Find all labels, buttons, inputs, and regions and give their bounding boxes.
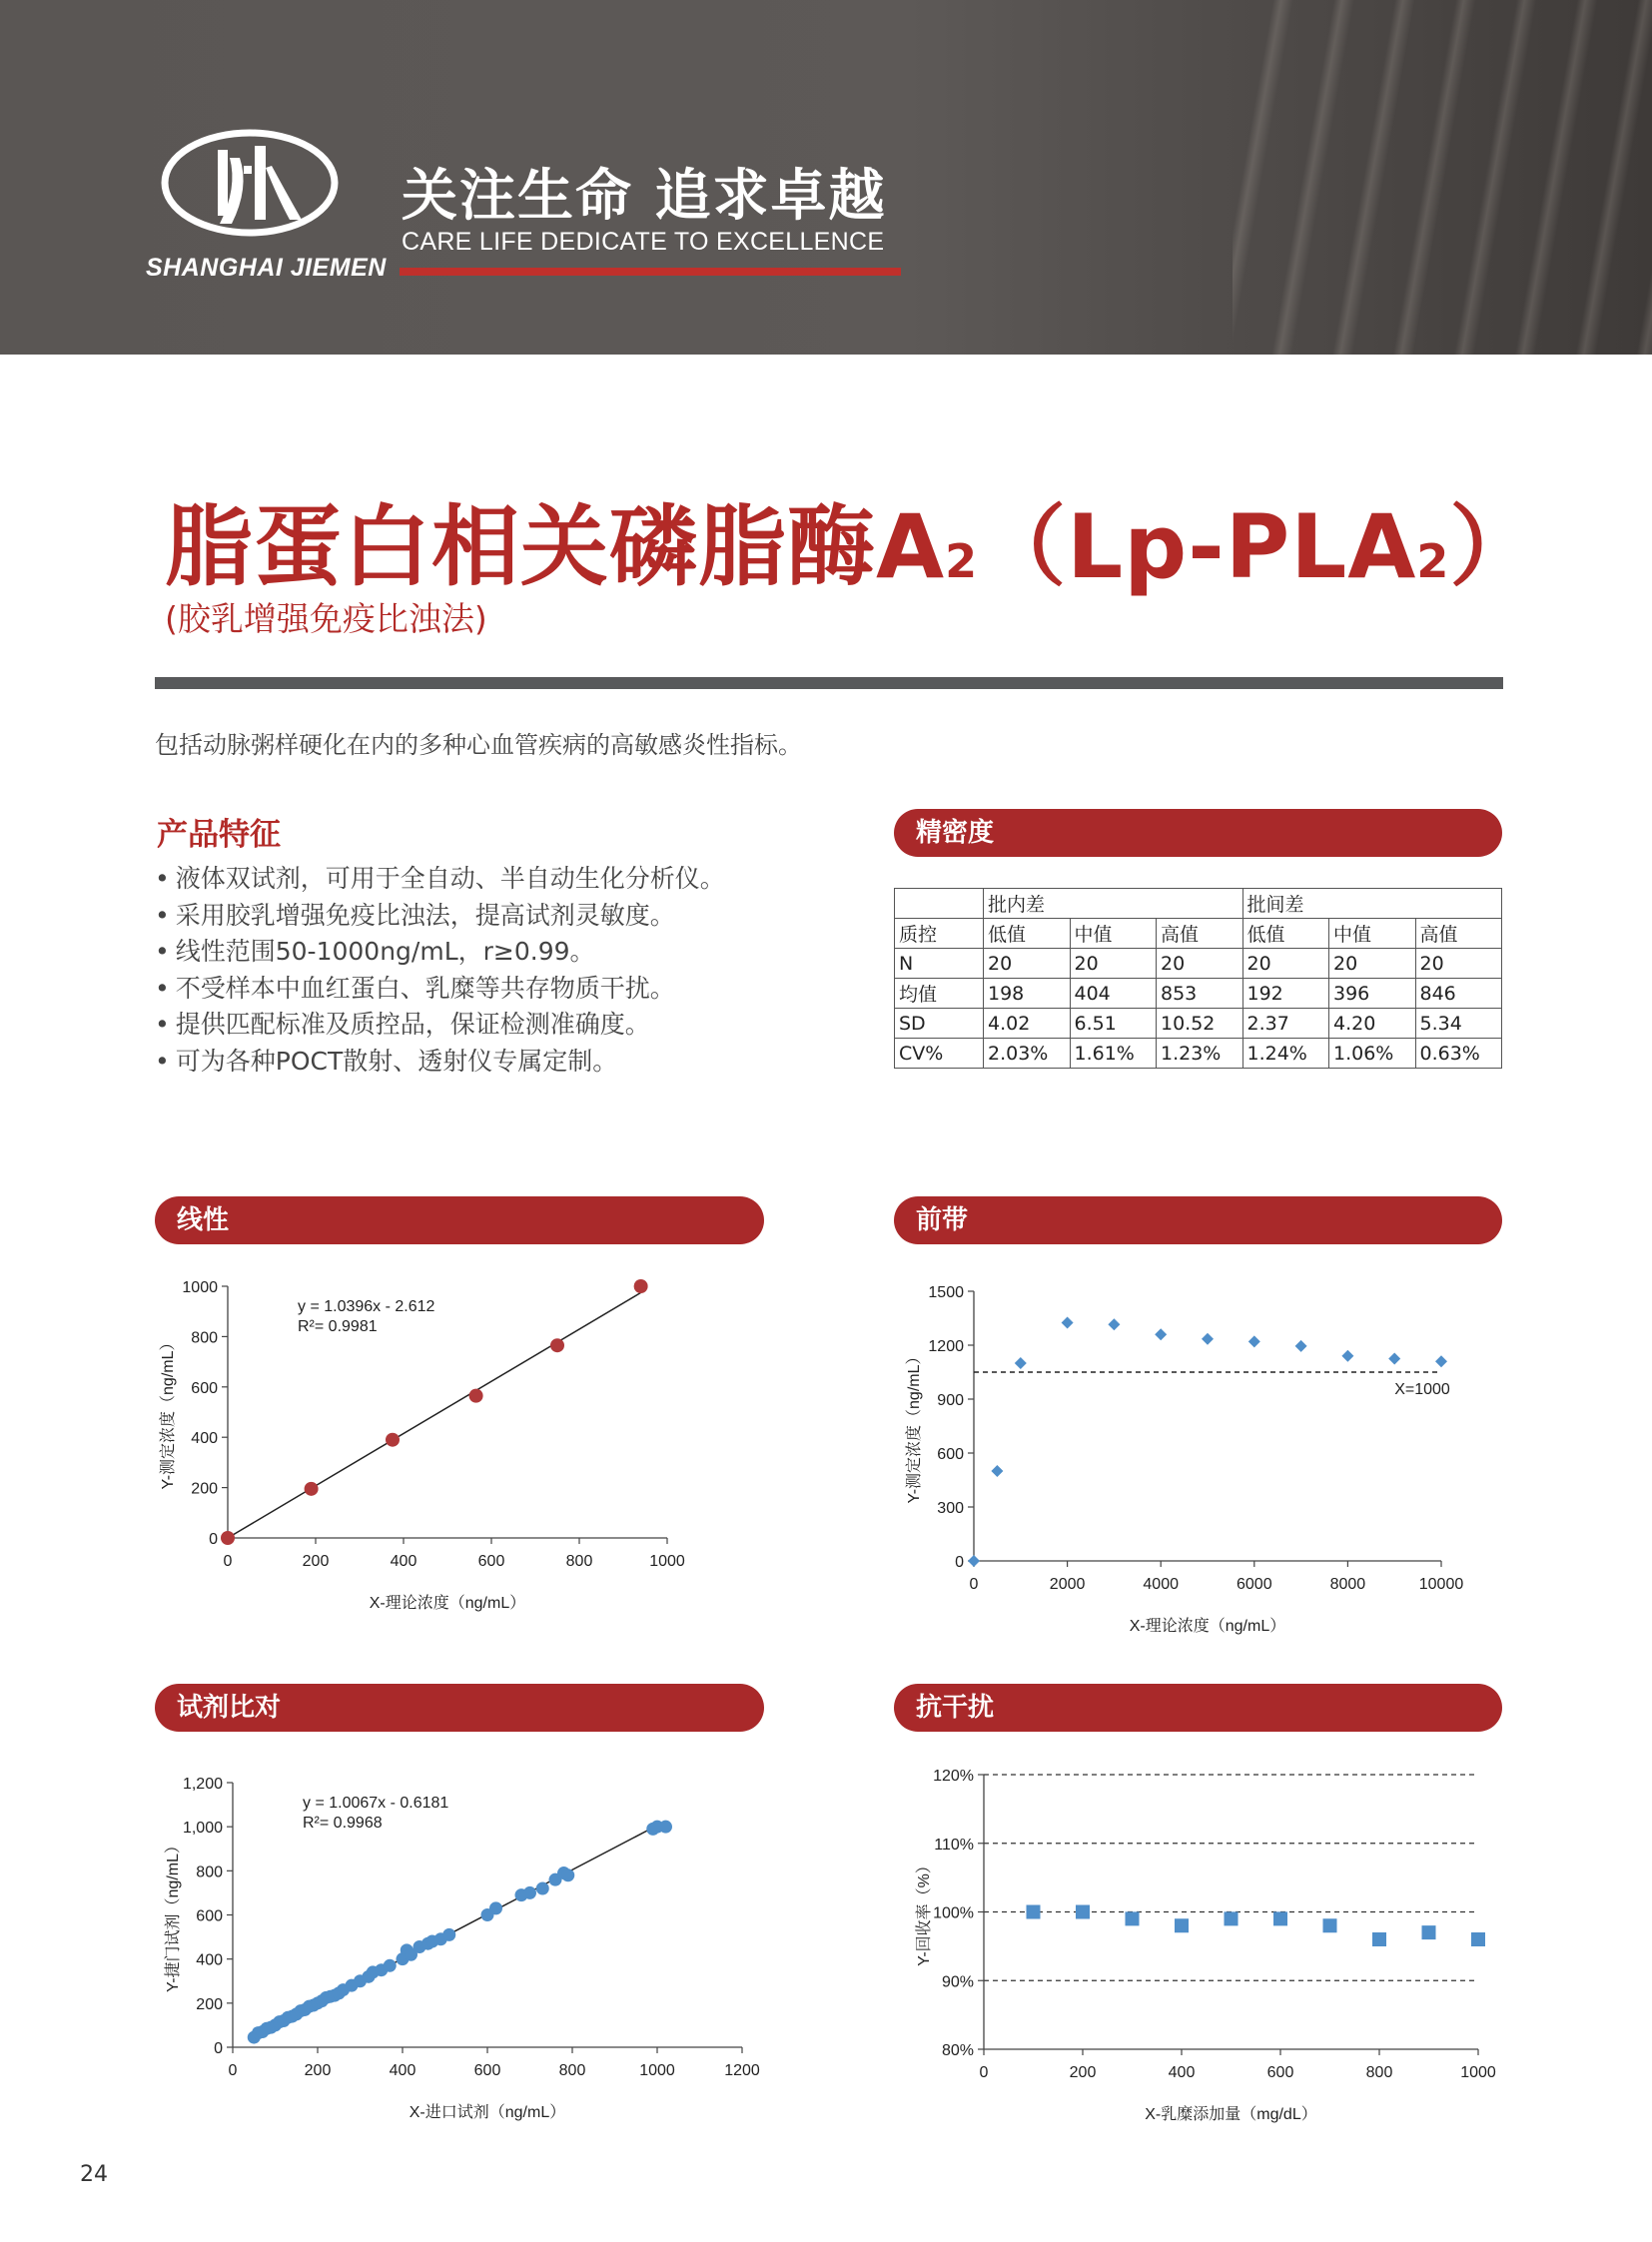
data-point xyxy=(386,1433,400,1447)
data-point xyxy=(384,1959,397,1972)
table-cell: 均值 xyxy=(895,979,984,1009)
y-axis-label: Y-测定浓度（ng/mL） xyxy=(906,1348,923,1504)
x-tick-label: 800 xyxy=(558,2062,586,2079)
x-tick-label: 0 xyxy=(969,1576,979,1593)
table-cell: 20 xyxy=(1415,949,1502,979)
brand-name-en: SHANGHAI JIEMEN xyxy=(146,254,387,282)
trendline xyxy=(228,1292,641,1538)
feature-item: • 提供匹配标准及质控品，保证检测准确度。 xyxy=(155,1007,725,1044)
precision-table xyxy=(894,888,1502,1069)
table-cell: N xyxy=(895,949,984,979)
y-tick-label: 1,200 xyxy=(182,1776,223,1793)
table-cell: 10.52 xyxy=(1157,1009,1243,1039)
y-axis-label: Y-回收率（%） xyxy=(916,1858,933,1966)
title-main: 脂蛋白相关磷脂酶A xyxy=(165,495,946,598)
x-tick-label: 0 xyxy=(223,1553,233,1570)
hook-section-header: 前带 xyxy=(894,1196,1502,1244)
table-row xyxy=(895,979,1502,1009)
title-divider xyxy=(155,677,1503,689)
title-mid: （Lp-PLA xyxy=(978,495,1417,598)
feature-item: • 采用胶乳增强免疫比浊法，提高试剂灵敏度。 xyxy=(155,898,725,935)
data-point xyxy=(561,1868,574,1881)
table-cell: 0.63% xyxy=(1415,1039,1502,1069)
y-tick-label: 0 xyxy=(214,2040,223,2057)
features-heading: 产品特征 xyxy=(157,817,281,853)
linearity-section-header: 线性 xyxy=(155,1196,764,1244)
table-cell: SD xyxy=(895,1009,984,1039)
table-cell: 高值 xyxy=(1415,919,1502,949)
x-tick-label: 600 xyxy=(473,2062,501,2079)
table-cell: 1.06% xyxy=(1329,1039,1416,1069)
x-tick-label: 0 xyxy=(979,2064,989,2081)
header-background-texture xyxy=(1233,0,1652,355)
table-cell: 846 xyxy=(1415,979,1502,1009)
y-tick-label: 900 xyxy=(937,1392,964,1409)
table-cell: 4.20 xyxy=(1329,1009,1416,1039)
linearity-chart xyxy=(150,1268,779,1638)
data-point xyxy=(1015,1357,1027,1369)
y-tick-label: 120% xyxy=(933,1768,974,1785)
data-point xyxy=(536,1882,549,1895)
data-point xyxy=(523,1886,536,1899)
feature-item: • 可为各种POCT散射、透射仪专属定制。 xyxy=(155,1044,725,1081)
table-cell: 20 xyxy=(1157,949,1243,979)
table-row xyxy=(895,889,1502,919)
table-cell: 20 xyxy=(1070,949,1157,979)
table-cell: 5.34 xyxy=(1415,1009,1502,1039)
table-cell: 4.02 xyxy=(984,1009,1071,1039)
table-cell: 2.03% xyxy=(984,1039,1071,1069)
data-point xyxy=(442,1928,455,1941)
reference-line-label: X=1000 xyxy=(1394,1381,1450,1398)
x-tick-label: 400 xyxy=(1168,2064,1196,2081)
table-cell: 853 xyxy=(1157,979,1243,1009)
data-point xyxy=(659,1821,672,1834)
y-tick-label: 600 xyxy=(937,1446,964,1463)
x-tick-label: 6000 xyxy=(1237,1576,1272,1593)
table-cell: 20 xyxy=(984,949,1071,979)
data-point xyxy=(1341,1350,1353,1362)
x-tick-label: 8000 xyxy=(1329,1576,1366,1593)
data-point xyxy=(991,1465,1003,1477)
table-cell: 中值 xyxy=(1070,919,1157,949)
table-row xyxy=(895,1039,1502,1069)
title-end: ） xyxy=(1449,495,1539,598)
table-row xyxy=(895,919,1502,949)
feature-item: • 不受样本中血红蛋白、乳糜等共存物质干扰。 xyxy=(155,971,725,1008)
precision-section-header: 精密度 xyxy=(894,809,1502,857)
data-point xyxy=(634,1279,648,1293)
x-tick-label: 400 xyxy=(390,1553,417,1570)
y-tick-label: 80% xyxy=(941,2042,974,2059)
x-tick-label: 1000 xyxy=(1460,2064,1496,2081)
table-cell: 2.37 xyxy=(1242,1009,1329,1039)
y-tick-label: 600 xyxy=(191,1379,218,1397)
data-point xyxy=(1027,1905,1041,1919)
hook-chart xyxy=(879,1263,1498,1638)
x-tick-label: 600 xyxy=(1266,2064,1294,2081)
data-point xyxy=(1273,1911,1287,1925)
y-tick-label: 100% xyxy=(933,1904,974,1922)
data-point xyxy=(1225,1911,1239,1925)
slogan-cn: 关注生命 追求卓越 xyxy=(402,164,887,229)
data-point xyxy=(1295,1340,1307,1352)
data-point xyxy=(489,1901,502,1914)
title-subscript-2: 2 xyxy=(1416,534,1450,588)
title-subscript-1: 2 xyxy=(945,534,979,588)
table-cell: 404 xyxy=(1070,979,1157,1009)
data-point xyxy=(1372,1932,1386,1946)
r-squared-label: R²= 0.9981 xyxy=(298,1318,378,1335)
x-axis-label: X-理论浓度（ng/mL） xyxy=(1129,1618,1286,1635)
interference-chart xyxy=(879,1763,1498,2132)
table-cell: 1.61% xyxy=(1070,1039,1157,1069)
table-cell: 198 xyxy=(984,979,1071,1009)
table-group-header: 批间差 xyxy=(1242,889,1502,919)
table-cell: 20 xyxy=(1329,949,1416,979)
jiemen-logo-icon xyxy=(160,128,340,238)
y-tick-label: 0 xyxy=(209,1531,218,1548)
data-point xyxy=(469,1389,483,1403)
data-point xyxy=(968,1555,980,1567)
comparison-section-header: 试剂比对 xyxy=(155,1684,764,1732)
table-cell: 1.24% xyxy=(1242,1039,1329,1069)
y-tick-label: 110% xyxy=(934,1836,974,1854)
data-point xyxy=(1076,1905,1090,1919)
y-tick-label: 400 xyxy=(196,1951,223,1969)
data-point xyxy=(1108,1318,1120,1330)
table-cell: 192 xyxy=(1242,979,1329,1009)
page-number: 24 xyxy=(80,2162,108,2187)
table-cell xyxy=(895,889,984,919)
table-group-header: 批内差 xyxy=(984,889,1243,919)
data-point xyxy=(1248,1335,1260,1347)
y-tick-label: 200 xyxy=(196,1995,223,2013)
x-tick-label: 200 xyxy=(304,2062,332,2079)
table-cell: 396 xyxy=(1329,979,1416,1009)
r-squared-label: R²= 0.9968 xyxy=(303,1815,383,1832)
data-point xyxy=(221,1531,235,1545)
product-intro: 包括动脉粥样硬化在内的多种心血管疾病的高敏感炎性指标。 xyxy=(155,731,802,759)
y-tick-label: 0 xyxy=(955,1554,964,1571)
x-tick-label: 200 xyxy=(302,1553,330,1570)
x-tick-label: 800 xyxy=(1365,2064,1393,2081)
trendline-equation: y = 1.0067x - 0.6181 xyxy=(303,1795,449,1812)
interference-section-header: 抗干扰 xyxy=(894,1684,1502,1732)
product-subtitle: (胶乳增强免疫比浊法) xyxy=(165,599,487,638)
y-tick-label: 400 xyxy=(191,1430,218,1448)
table-cell: 低值 xyxy=(984,919,1071,949)
x-tick-label: 600 xyxy=(477,1553,505,1570)
features-list xyxy=(155,861,725,1080)
x-tick-label: 1000 xyxy=(639,2062,675,2079)
table-cell: 20 xyxy=(1242,949,1329,979)
data-point xyxy=(1323,1918,1337,1932)
y-tick-label: 1500 xyxy=(928,1284,964,1301)
x-tick-label: 800 xyxy=(565,1553,593,1570)
data-point xyxy=(1435,1355,1447,1367)
y-tick-label: 800 xyxy=(196,1864,223,1881)
data-point xyxy=(1422,1925,1436,1939)
data-point xyxy=(305,1482,319,1496)
slogan-underline xyxy=(400,268,901,276)
trendline-equation: y = 1.0396x - 2.612 xyxy=(298,1298,435,1315)
y-axis-label: Y-捷门试剂（ng/mL） xyxy=(165,1837,182,1993)
comparison-chart xyxy=(150,1763,779,2132)
table-cell: CV% xyxy=(895,1039,984,1069)
x-axis-label: X-进口试剂（ng/mL） xyxy=(409,2104,566,2121)
y-tick-label: 1,000 xyxy=(182,1820,223,1838)
x-tick-label: 1000 xyxy=(649,1553,685,1570)
data-point xyxy=(1471,1932,1485,1946)
y-tick-label: 90% xyxy=(941,1973,974,1991)
table-cell: 6.51 xyxy=(1070,1009,1157,1039)
table-cell: 低值 xyxy=(1242,919,1329,949)
product-title xyxy=(165,477,1538,603)
y-tick-label: 1000 xyxy=(182,1279,218,1296)
page-header-banner xyxy=(0,0,1652,355)
x-axis-label: X-乳糜添加量（mg/dL） xyxy=(1145,2106,1317,2123)
table-cell: 1.23% xyxy=(1157,1039,1243,1069)
table-row xyxy=(895,949,1502,979)
y-tick-label: 600 xyxy=(196,1907,223,1925)
feature-item: • 线性范围50-1000ng/mL，r≥0.99。 xyxy=(155,934,725,971)
table-cell: 中值 xyxy=(1329,919,1416,949)
x-tick-label: 1200 xyxy=(724,2062,760,2079)
x-tick-label: 200 xyxy=(1069,2064,1097,2081)
y-tick-label: 1200 xyxy=(928,1338,964,1355)
table-row xyxy=(895,1009,1502,1039)
data-point xyxy=(1388,1353,1400,1365)
x-tick-label: 2000 xyxy=(1049,1576,1086,1593)
data-point xyxy=(1175,1918,1189,1932)
data-point xyxy=(1062,1317,1074,1329)
x-tick-label: 400 xyxy=(389,2062,416,2079)
table-cell: 质控 xyxy=(895,919,984,949)
data-point xyxy=(550,1338,564,1352)
y-axis-label: Y-测定浓度（ng/mL） xyxy=(160,1334,177,1490)
y-tick-label: 200 xyxy=(191,1480,218,1498)
table-cell: 高值 xyxy=(1157,919,1243,949)
x-axis-label: X-理论浓度（ng/mL） xyxy=(369,1595,526,1612)
y-tick-label: 800 xyxy=(191,1329,218,1347)
data-point xyxy=(1155,1328,1167,1340)
feature-item: • 液体双试剂，可用于全自动、半自动生化分析仪。 xyxy=(155,861,725,898)
x-tick-label: 4000 xyxy=(1143,1576,1179,1593)
data-point xyxy=(1126,1911,1140,1925)
x-tick-label: 10000 xyxy=(1418,1576,1464,1593)
x-tick-label: 0 xyxy=(228,2062,238,2079)
y-tick-label: 300 xyxy=(937,1500,964,1517)
slogan-en: CARE LIFE DEDICATE TO EXCELLENCE xyxy=(402,228,885,256)
data-point xyxy=(1202,1333,1214,1345)
